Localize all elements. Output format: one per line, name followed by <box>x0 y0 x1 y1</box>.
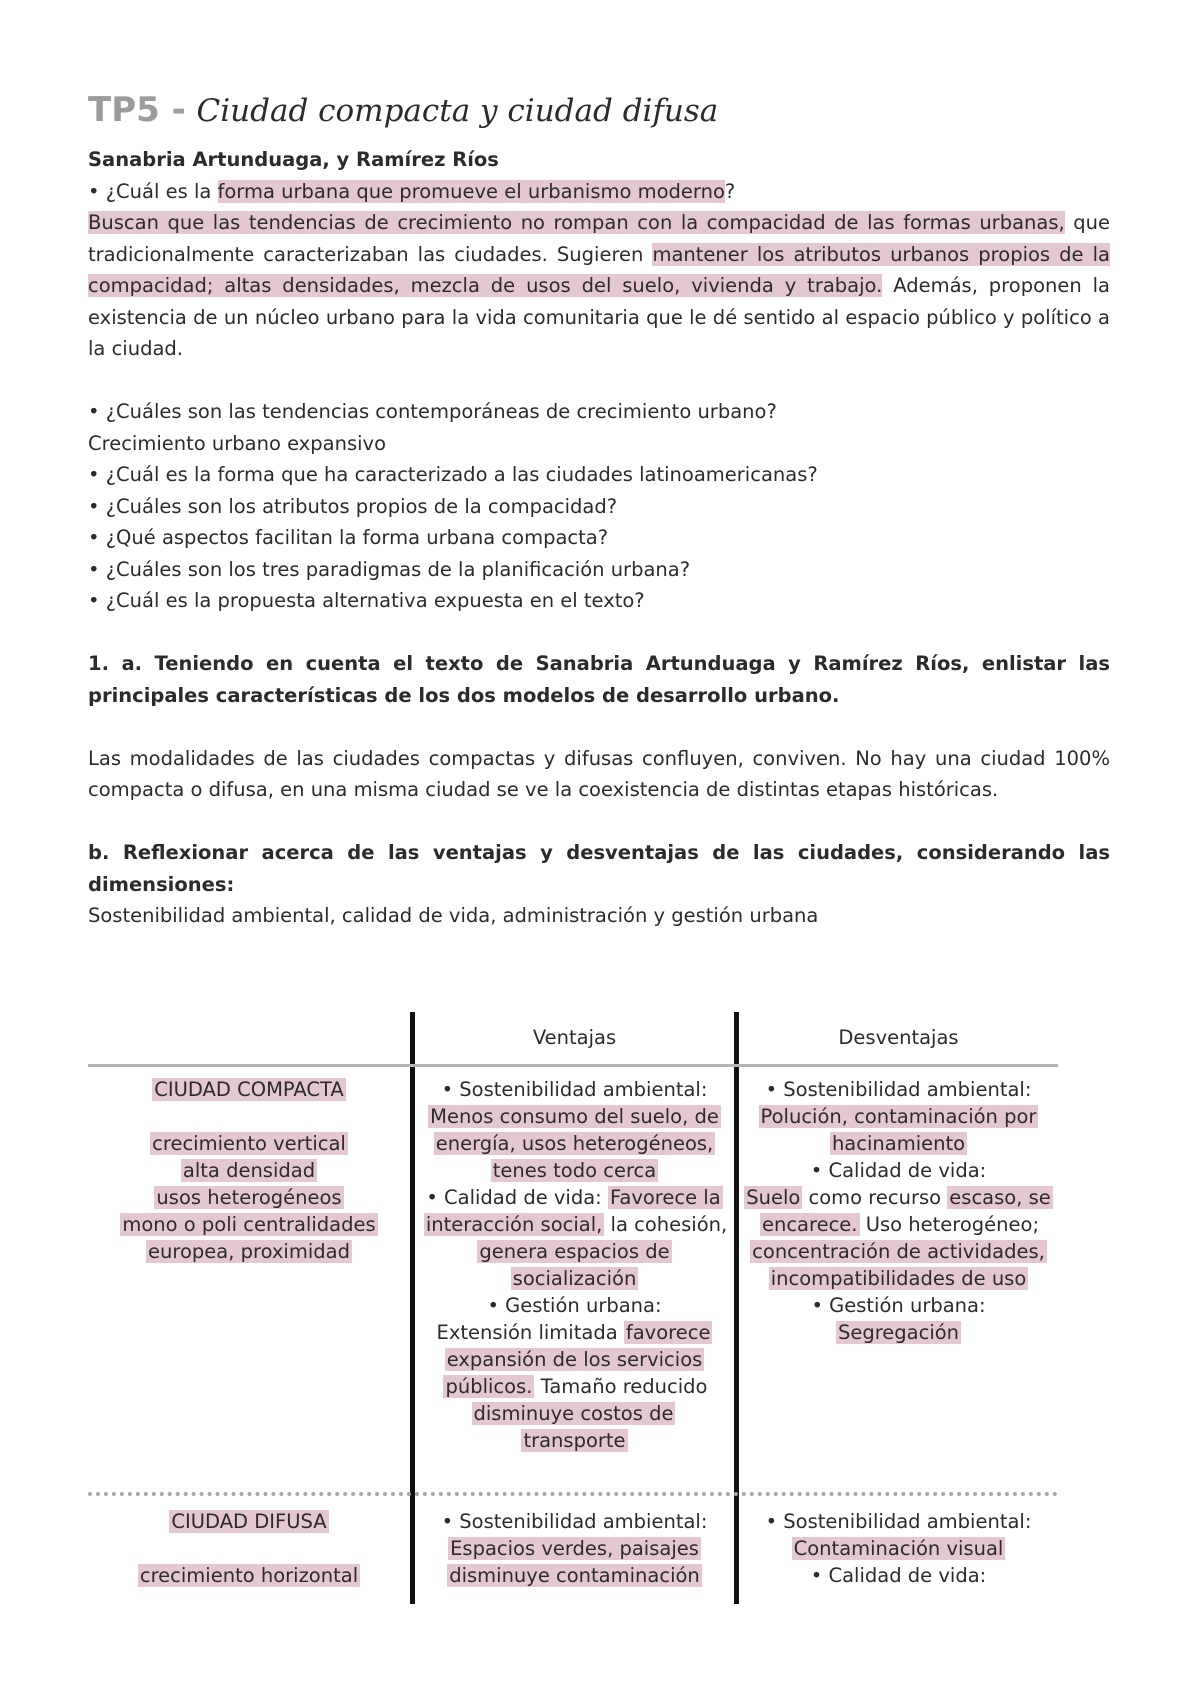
desventaja-cal-heading: • Calidad de vida: <box>810 1564 987 1587</box>
question-2: • ¿Cuáles son las tendencias contemporáneas de crecimiento urbano? <box>88 400 777 423</box>
question-7: • ¿Cuál es la propuesta alternativa expuesta en el texto? <box>88 589 645 612</box>
document-body <box>88 80 1110 932</box>
question-5: • ¿Qué aspectos facilitan la forma urbana compacta? <box>88 526 609 549</box>
desventaja-ges-heading: • Gestión urbana: <box>811 1294 986 1317</box>
trait: europea, proximidad <box>148 1240 350 1263</box>
question-1-highlight: forma urbana que promueve el urbanismo moderno <box>217 179 725 203</box>
section-1b-heading: b. Reflexionar acerca de las ventajas y desventajas de las ciudades, considerando las dimensiones: <box>88 841 1110 896</box>
ventaja-ges-text: disminuye costos de transporte <box>473 1402 674 1452</box>
ventaja-ges-heading: • Gestión urbana: <box>487 1294 662 1317</box>
trait: crecimiento horizontal <box>139 1564 359 1587</box>
compacta-label-cell <box>88 1076 410 1265</box>
title-subtitle: Ciudad compacta y ciudad difusa <box>196 93 719 129</box>
ventaja-ges-text: Extensión limitada <box>436 1321 624 1344</box>
answer-1-text-1: que tradicionalmente caracterizaban las ciudades. Sugieren <box>88 211 1110 266</box>
desventaja-cal-text: como recurso <box>802 1186 948 1209</box>
row-separator <box>88 1492 1058 1496</box>
desventaja-amb-text: Contaminación visual <box>793 1537 1004 1560</box>
desventaja-amb-text: Polución, contaminación por hacinamiento <box>760 1105 1037 1155</box>
compacta-desventajas-cell <box>743 1076 1054 1346</box>
answer-1-text-2: Además, proponen la existencia de un núcleo urbano para la vida comunitaria que le dé sentido al espacio público y político a la ciudad. <box>88 274 1110 360</box>
question-6: • ¿Cuáles son los tres paradigmas de la planificación urbana? <box>88 557 691 581</box>
ventaja-ges-text: Tamaño reducido <box>534 1375 708 1398</box>
ventaja-amb-heading: • Sostenibilidad ambiental: <box>441 1078 708 1101</box>
ventaja-cal-heading: • Calidad de vida: <box>426 1186 602 1209</box>
desventaja-amb-heading: • Sostenibilidad ambiental: <box>765 1078 1032 1101</box>
section-1a-heading: 1. a. Teniendo en cuenta el texto de Sanabria Artunduaga y Ramírez Ríos, enlistar las principales características de los dos modelos de desarrollo urbano. <box>88 652 1110 707</box>
difusa-ventajas-cell <box>419 1508 730 1589</box>
ventaja-cal-text: genera espacios de socialización <box>479 1240 670 1290</box>
difusa-label-cell <box>88 1508 410 1589</box>
compacta-ventajas-cell <box>419 1076 730 1454</box>
question-1-text: • ¿Cuál es la <box>88 179 218 203</box>
question-1-end: ? <box>724 179 736 203</box>
authors: Sanabria Artunduaga, y Ramírez Ríos <box>88 148 499 171</box>
ventaja-ges-text: favorece expansión de los servicios públicos. <box>445 1321 711 1398</box>
ventaja-amb-text: Espacios verdes, paisajes disminuye contaminación <box>449 1537 700 1587</box>
ventaja-amb-heading: • Sostenibilidad ambiental: <box>441 1510 708 1533</box>
answer-1-highlight-1: Buscan que las tendencias de crecimiento no rompan con la compacidad de las formas urbanas, <box>88 211 1065 234</box>
question-3: • ¿Cuál es la forma que ha caracterizado a las ciudades latinoamericanas? <box>88 463 818 486</box>
header-desventajas: Desventajas <box>838 1026 959 1049</box>
question-4: • ¿Cuáles son los atributos propios de la compacidad? <box>88 494 618 518</box>
page-title <box>88 80 1110 144</box>
question-1 <box>88 176 1110 208</box>
desventaja-cal-text: Uso heterogéneo; <box>859 1213 1040 1236</box>
trait: crecimiento vertical <box>152 1132 346 1155</box>
answer-2: Crecimiento urbano expansivo <box>88 431 387 455</box>
desventaja-amb-heading: • Sostenibilidad ambiental: <box>765 1510 1032 1533</box>
comparison-table <box>88 1012 1058 1604</box>
ventaja-cal-text: Favorece la interacción social, <box>425 1186 721 1236</box>
trait: usos heterogéneos <box>156 1186 342 1209</box>
trait: alta densidad <box>182 1159 316 1182</box>
ventaja-cal-text: la cohesión, <box>604 1213 728 1236</box>
answer-1-highlight-2: mantener los atributos urbanos propios de la compacidad; altas densidades, mezcla de usos del suelo, vivienda y trabajo. <box>88 242 1110 297</box>
title-prefix: TP5 - <box>88 90 186 130</box>
desventaja-ges-text: Segregación <box>837 1321 960 1344</box>
header-ventajas: Ventajas <box>532 1026 617 1049</box>
desventaja-cal-text: concentración de actividades, incompatibilidades de uso <box>752 1240 1045 1290</box>
desventaja-cal-heading: • Calidad de vida: <box>810 1159 987 1182</box>
ventaja-amb-text: Menos consumo del suelo, de energía, usos heterogéneos, tenes todo cerca <box>430 1105 719 1182</box>
column-divider <box>734 1012 739 1604</box>
answer-1 <box>88 207 1110 365</box>
compacta-label: CIUDAD COMPACTA <box>154 1078 344 1101</box>
difusa-label: CIUDAD DIFUSA <box>171 1510 327 1533</box>
desventaja-cal-text: escaso, se encarece. <box>761 1186 1051 1236</box>
section-1b-dimensions: Sostenibilidad ambiental, calidad de vida, administración y gestión urbana <box>88 904 819 927</box>
section-1a-answer: Las modalidades de las ciudades compactas y difusas confluyen, conviven. No hay una ciudad 100% compacta o difusa, en una misma ciudad se ve la coexistencia de distintas etapas históricas. <box>88 746 1110 801</box>
column-divider <box>410 1012 415 1604</box>
trait: mono o poli centralidades <box>122 1213 376 1236</box>
header-rule <box>88 1064 1058 1067</box>
desventaja-cal-text: Suelo <box>746 1186 801 1209</box>
difusa-desventajas-cell <box>743 1508 1054 1589</box>
